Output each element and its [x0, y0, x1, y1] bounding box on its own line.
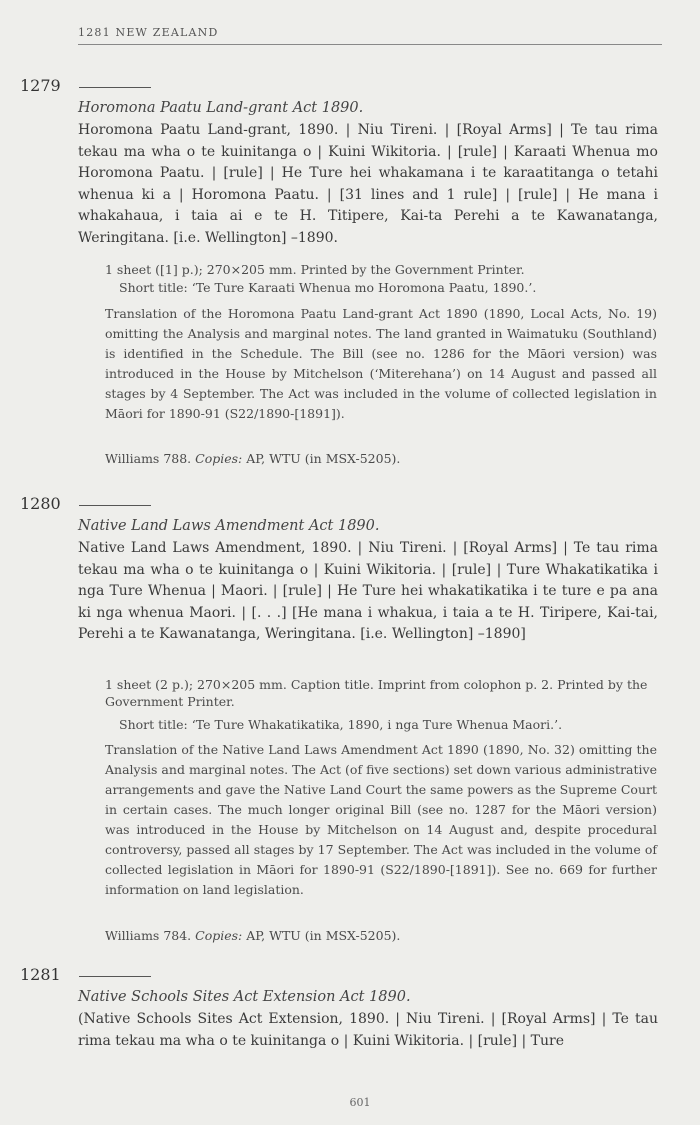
entry-transcription: Native Land Laws Amendment, 1890. | Niu Tireni. | [Royal Arms] | Te tau rima tekau ma wha o te kuinitanga o | Kuini Wikitoria. | [rule] | Ture Whakatikatika i nga Ture Whenua | Maori. | [rule] | He Ture hei whakatikatika i te ture e pa ana ki nga whenua Maori. | [. . .] [He mana i whakua, i taia a te H. Tiripere, Kai-tai, Perehi a te Kawanatanga, Weringitana. [i.e. Wellington] –1890]	[78, 540, 658, 642]
running-head: 1281 NEW ZEALAND	[78, 26, 662, 45]
page-number: 601	[349, 1096, 371, 1109]
entry-number: 1280	[20, 494, 61, 513]
entry-title: Horomona Paatu Land-grant Act 1890.	[78, 100, 364, 116]
copies-value: AP, WTU (in MSX-5205).	[246, 928, 401, 943]
reference-prefix: Williams 788.	[105, 451, 192, 466]
copies-value: AP, WTU (in MSX-5205).	[246, 451, 401, 466]
entry-transcription: Horomona Paatu Land-grant, 1890. | Niu Tireni. | [Royal Arms] | Te tau rima tekau ma wha o te kuinitanga o | Kuini Wikitoria. | [rule] | Karaati Whenua mo Horomona Paatu. | [rule] | He Ture hei whakamana i te karaatitanga o tetahi whenua ki a | Horomona Paatu. | [31 lines and 1 rule] | [rule] | He mana i whakahaua, i taia ai e te H. Titipere, Kai-ta Perehi a te Kawanatanga, Weringitana. [i.e. Wellington] –1890.	[78, 122, 658, 246]
reference-prefix: Williams 784.	[105, 928, 192, 943]
entry-title: Native Land Laws Amendment Act 1890.	[78, 518, 380, 534]
entry-reference	[105, 927, 657, 944]
entry-rule	[79, 976, 151, 977]
entry-physical-description: 1 sheet ([1] p.); 270×205 mm. Printed by the Government Printer.	[105, 262, 525, 277]
entry-number: 1281	[20, 965, 61, 984]
copies-label: Copies:	[195, 451, 243, 466]
entry-number: 1279	[20, 76, 61, 95]
entry-note: Translation of the Native Land Laws Amendment Act 1890 (1890, No. 32) omitting the Analysis and marginal notes. The Act (of five sections) set down various administrative arrangements and gave the Native Land Court the same powers as the Supreme Court in certain cases. The much longer original Bill (see no. 1287 for the Māori version) was introduced in the House by Mitchelson on 14 August and, despite procedural controversy, passed all stages by 17 September. The Act was included in the volume of collected legislation in Māori for 1890-91 (S22/1890-[1891]). See no. 669 for further information on land legislation.	[105, 742, 657, 897]
entry-reference	[105, 450, 657, 467]
entry-rule	[79, 505, 151, 506]
entry-note: Translation of the Horomona Paatu Land-grant Act 1890 (1890, Local Acts, No. 19) omitting the Analysis and marginal notes. The land granted in Waimatuku (Southland) is identified in the Schedule. The Bill (see no. 1286 for the Māori version) was introduced in the House by Mitchelson (‘Miterehana’) on 14 August and passed all stages by 4 September. The Act was included in the volume of collected legislation in Māori for 1890-91 (S22/1890-[1891]).	[105, 306, 657, 421]
entry-short-title: Short title: ‘Te Ture Whakatikatika, 1890, i nga Ture Whenua Maori.’.	[119, 717, 563, 732]
entry-rule	[79, 87, 151, 88]
entry-physical-description: 1 sheet (2 p.); 270×205 mm. Caption title. Imprint from colophon p. 2. Printed by the Government Printer.	[105, 677, 648, 709]
entry-short-title: Short title: ‘Te Ture Karaati Whenua mo Horomona Paatu, 1890.’.	[119, 280, 537, 295]
entry-title: Native Schools Sites Act Extension Act 1890.	[78, 989, 411, 1005]
copies-label: Copies:	[195, 928, 243, 943]
entry-transcription: (Native Schools Sites Act Extension, 1890. | Niu Tireni. | [Royal Arms] | Te tau rima tekau ma wha o te kuinitanga o | Kuini Wikitoria. | [rule] | Ture	[78, 1011, 658, 1049]
